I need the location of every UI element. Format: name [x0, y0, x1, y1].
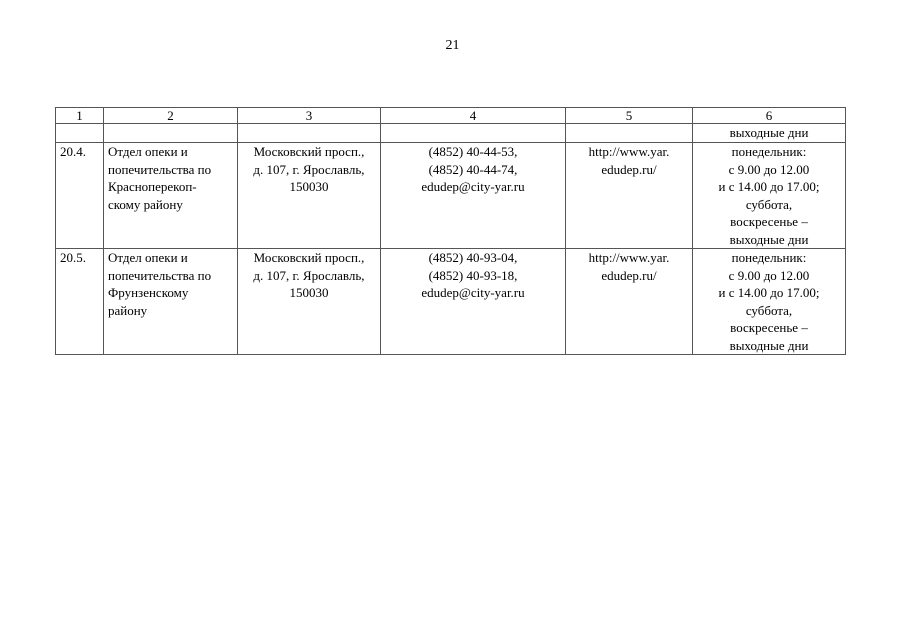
address-line: Московский просп.,: [253, 144, 365, 159]
continuation-row: [56, 124, 846, 143]
contacts-line: (4852) 40-93-04,: [428, 250, 518, 265]
header-cell: 5: [566, 108, 693, 124]
contacts-line: edudep@city-yar.ru: [421, 179, 525, 194]
office-name-line: попечительства по: [108, 161, 212, 177]
schedule-line: суббота,: [745, 302, 793, 318]
header-row: [56, 108, 846, 124]
office-name-cell: [104, 249, 238, 355]
schedule-line: суббота,: [745, 196, 793, 212]
header-cell: 3: [238, 108, 381, 124]
schedule-cell: [693, 249, 846, 355]
address-line: Московский просп.,: [253, 250, 365, 265]
website-cell: [566, 143, 693, 249]
office-name-line: Красноперекоп-: [108, 179, 197, 194]
schedule-line: и с 14.00 до 17.00;: [718, 285, 820, 300]
contacts-cell: [381, 249, 566, 355]
row-number-cell: 20.5.: [56, 249, 104, 355]
table-row: [56, 249, 846, 355]
header-cell: 6: [693, 108, 846, 124]
address-cell: [238, 249, 381, 355]
office-name-line: скому району: [108, 196, 183, 212]
office-name-line: Фрунзенскому: [108, 285, 189, 300]
schedule-line: понедельник:: [731, 144, 807, 159]
address-line: д. 107, г. Ярославль,: [253, 161, 365, 177]
office-name-cell: [104, 143, 238, 249]
website-line: http://www.yar.: [588, 144, 670, 159]
office-name-line: попечительства по: [108, 267, 212, 283]
header-cell: 2: [104, 108, 238, 124]
header-cell: 1: [56, 108, 104, 124]
office-name-line: Отдел опеки и: [108, 250, 188, 265]
contacts-line: (4852) 40-93-18,: [428, 267, 518, 283]
website-line: edudep.ru/: [601, 161, 657, 177]
address-line: д. 107, г. Ярославль,: [253, 267, 365, 283]
contacts-table: [55, 107, 846, 355]
contacts-cell: [381, 143, 566, 249]
schedule-line: выходные дни: [729, 337, 809, 353]
empty-cell: [238, 124, 381, 143]
schedule-line: выходные дни: [729, 231, 809, 247]
address-cell: [238, 143, 381, 249]
schedule-line: воскресенье –: [730, 214, 808, 229]
row-number-cell: 20.4.: [56, 143, 104, 249]
website-cell: [566, 249, 693, 355]
empty-cell: [56, 124, 104, 143]
empty-cell: [104, 124, 238, 143]
empty-cell: [566, 124, 693, 143]
schedule-line: понедельник:: [731, 250, 807, 265]
office-name-line: району: [108, 302, 148, 318]
contacts-line: (4852) 40-44-53,: [428, 144, 518, 159]
website-line: http://www.yar.: [588, 250, 670, 265]
office-name-line: Отдел опеки и: [108, 144, 188, 159]
schedule-cell: выходные дни: [693, 124, 846, 143]
contacts-line: (4852) 40-44-74,: [428, 161, 518, 177]
address-line: 150030: [289, 285, 329, 300]
address-line: 150030: [289, 179, 329, 194]
schedule-cell: [693, 143, 846, 249]
schedule-line: воскресенье –: [730, 320, 808, 335]
empty-cell: [381, 124, 566, 143]
header-cell: 4: [381, 108, 566, 124]
contacts-line: edudep@city-yar.ru: [421, 285, 525, 300]
table-row: [56, 143, 846, 249]
website-line: edudep.ru/: [601, 267, 657, 283]
schedule-line: и с 14.00 до 17.00;: [718, 179, 820, 194]
page-number: 21: [445, 38, 460, 53]
schedule-line: с 9.00 до 12.00: [728, 161, 810, 177]
schedule-line: с 9.00 до 12.00: [728, 267, 810, 283]
